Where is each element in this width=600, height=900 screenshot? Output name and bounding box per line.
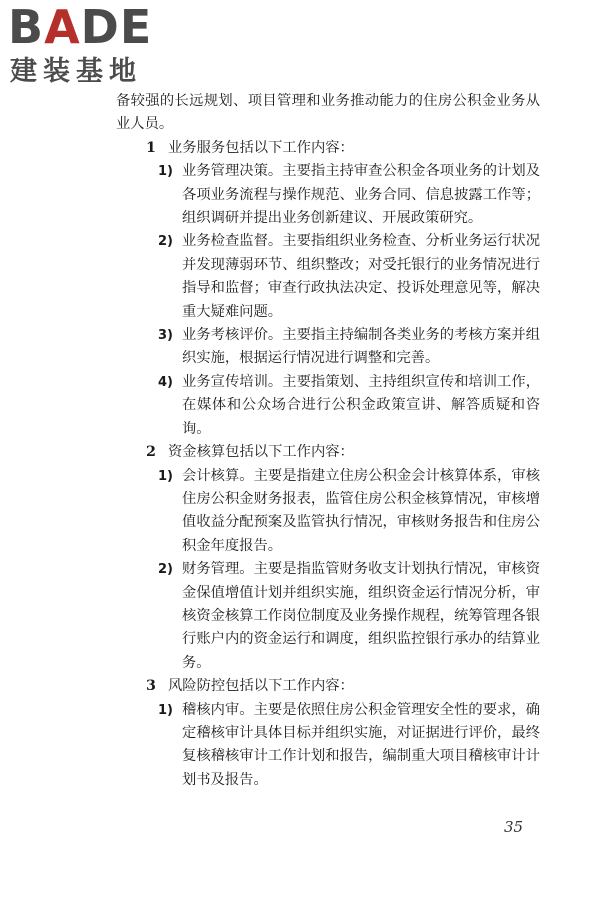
logo-letters-de: DE <box>80 0 153 54</box>
logo-wordmark <box>8 2 152 52</box>
list-item <box>116 465 540 559</box>
list-item <box>116 371 540 441</box>
section-heading-2 <box>116 441 540 464</box>
item-text: 业务宣传培训。主要指策划、主持组织宣传和培训工作，在媒体和公众场合进行公积金政策宣讲、解答质疑和咨询。 <box>182 373 540 437</box>
item-text: 业务管理决策。主要指主持审查公积金各项业务的计划及各项业务流程与操作规范、业务合同、信息披露工作等；组织调研并提出业务创新建议、开展政策研究。 <box>182 163 540 227</box>
section-heading-1 <box>116 137 540 160</box>
item-text: 稽核内审。主要是依照住房公积金管理安全性的要求，确定稽核审计具体目标并组织实施，对证据进行评价，最终复核稽核审计工作计划和报告，编制重大项目稽核审计计划书及报告。 <box>182 701 540 788</box>
item-number: 4) <box>158 374 173 390</box>
item-text: 财务管理。主要是指监管财务收支计划执行情况，审核资金保值增值计划并组织实施，组织资金运行情况分析，审核资金核算工作岗位制度及业务操作规程，统筹管理各银行账户内的资金运行和调度，组织监控银行承办的结算业务。 <box>182 561 540 671</box>
item-number: 1) <box>158 468 173 484</box>
item-number: 2) <box>158 562 173 578</box>
section-number: 3 <box>146 678 156 695</box>
item-number: 1) <box>158 164 173 180</box>
item-number: 3) <box>158 328 173 344</box>
list-item <box>116 558 540 675</box>
logo-letter-a: A <box>44 0 81 54</box>
section-heading-text: 风险防控包括以下工作内容： <box>168 678 354 695</box>
item-number: 2) <box>158 234 173 250</box>
bade-logo-watermark <box>8 2 180 94</box>
item-text: 会计核算。主要是指建立住房公积金会计核算体系，审核住房公积金财务报表，监管住房公积金核算情况，审核增值收益分配预案及监管执行情况，审核财务报告和住房公积金年度报告。 <box>182 467 540 554</box>
section-number: 1 <box>146 139 156 156</box>
body-text <box>116 90 540 792</box>
intro-paragraph: 备较强的长远规划、项目管理和业务推动能力的住房公积金业务从业人员。 <box>116 93 540 133</box>
logo-tagline: 建装基地 <box>10 56 142 87</box>
section-heading-text: 资金核算包括以下工作内容： <box>168 444 354 461</box>
section-heading-text: 业务服务包括以下工作内容： <box>168 139 354 156</box>
list-item <box>116 230 540 324</box>
list-item <box>116 699 540 793</box>
list-item <box>116 324 540 371</box>
section-number: 2 <box>146 444 156 461</box>
item-number: 1) <box>158 702 173 718</box>
item-text: 业务检查监督。主要指组织业务检查、分析业务运行状况并发现薄弱环节、组织整改；对受托银行的业务情况进行指导和监督；审查行政执法决定、投诉处理意见等，解决重大疑难问题。 <box>182 233 540 320</box>
page-number: 35 <box>504 818 524 836</box>
logo-letter-b: B <box>8 0 45 54</box>
list-item <box>116 160 540 230</box>
item-text: 业务考核评价。主要指主持编制各类业务的考核方案并组织实施，根据运行情况进行调整和完善。 <box>182 327 540 367</box>
section-heading-3 <box>116 675 540 698</box>
